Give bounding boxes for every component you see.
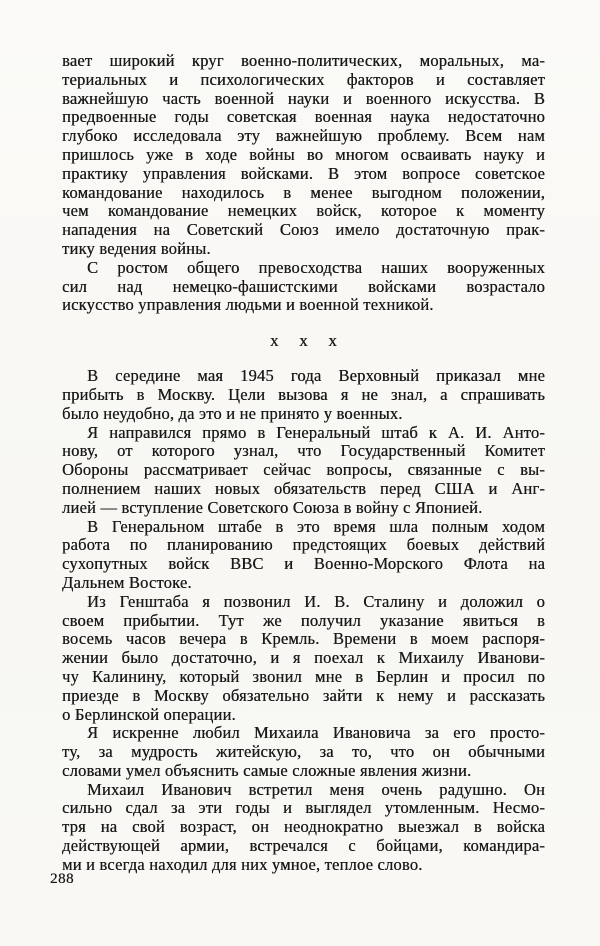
text-line: В середине мая 1945 года Верховный приказал мне (87, 366, 545, 386)
text-line: полнением наших новых обязательств перед США и Анг- (62, 478, 545, 498)
text-line: о Берлинской операции. (62, 704, 236, 724)
text-line: Обороны рассматривает сейчас вопросы, связанные с вы- (62, 460, 545, 480)
text-line: сильно сдал за эти годы и выглядел утомленным. Несмо- (62, 798, 545, 818)
text-line: тику ведения войны. (62, 238, 211, 258)
text-line: предвоенные годы советская военная наука недостаточно (62, 107, 545, 127)
text-line: С ростом общего превосходства наших вооруженных (87, 257, 545, 277)
section-separator: х х х (270, 331, 337, 351)
text-line: практику управления войсками. В этом вопросе советское (62, 163, 545, 183)
text-line: Я направился прямо в Генеральный штаб к А. И. Анто- (87, 422, 545, 442)
text-line: прибыть в Москву. Цели вызова я не знал, а спрашивать (62, 384, 545, 404)
text-line: сухопутных войск ВВС и Военно-Морского Флота на (62, 554, 545, 574)
text-line: Михаил Иванович встретил меня очень радушно. Он (87, 779, 545, 799)
text-line: важнейшую часть военной науки и военного искусства. В (62, 88, 545, 108)
text-line: вает широкий круг военно-политических, моральных, ма- (62, 51, 545, 70)
text-line: ми и всегда находил для них умное, теплое слово. (62, 854, 423, 874)
text-line: глубоко исследовала эту важнейшую проблему. Всем нам (62, 126, 545, 146)
text-line: В Генеральном штабе в это время шла полным ходом (87, 516, 545, 536)
text-line: чем командование немецких войск, которое к моменту (62, 201, 545, 221)
text-line: териальных и психологических факторов и составляет (62, 69, 545, 89)
text-line: тря на свой возраст, он неоднократно выезжал в войска (62, 817, 545, 837)
text-line: своем прибытии. Тут же получил указание явиться в (62, 610, 545, 630)
text-line: действующей армии, встречался с бойцами, командира- (62, 836, 545, 856)
text-line: чу Калинину, который звонил мне в Берлин и просил по (62, 666, 545, 686)
text-line: сил над немецко-фашистскими войсками возрастало (62, 276, 545, 296)
text-line: восемь часов вечера в Кремль. Времени в моем распоря- (62, 629, 545, 649)
text-line: жении было достаточно, и я поехал к Михаилу Иванови- (62, 648, 545, 668)
text-line: приезде в Москву обязательно зайти к нему и рассказать (62, 685, 545, 705)
text-line: Из Генштаба я позвонил И. В. Сталину и доложил о (87, 591, 545, 611)
text-line: словами умел объяснить самые сложные явления жизни. (62, 760, 472, 780)
text-line: искусство управления людьми и военной техникой. (62, 295, 434, 315)
page-number: 288 (50, 871, 74, 887)
text-line: пришлось уже в ходе войны во многом осваивать науку и (62, 144, 545, 164)
text-line: было неудобно, да это и не принято у военных. (62, 403, 403, 423)
text-line: нову, от которого узнал, что Государственный Комитет (62, 441, 545, 461)
text-line: нападения на Советский Союз имело достаточную прак- (62, 220, 545, 240)
text-line: командование находилось в менее выгодном положении, (62, 182, 545, 202)
text-line: ту, за мудрость житейскую, за то, что он обычными (62, 742, 545, 762)
text-line: работа по планированию предстоящих боевых действий (62, 535, 545, 555)
page-text-block (62, 52, 545, 875)
text-line: лией — вступление Советского Союза в войну с Японией. (62, 497, 483, 517)
text-line: Дальнем Востоке. (62, 572, 192, 592)
text-line: Я искренне любил Михаила Ивановича за его просто- (87, 723, 545, 743)
